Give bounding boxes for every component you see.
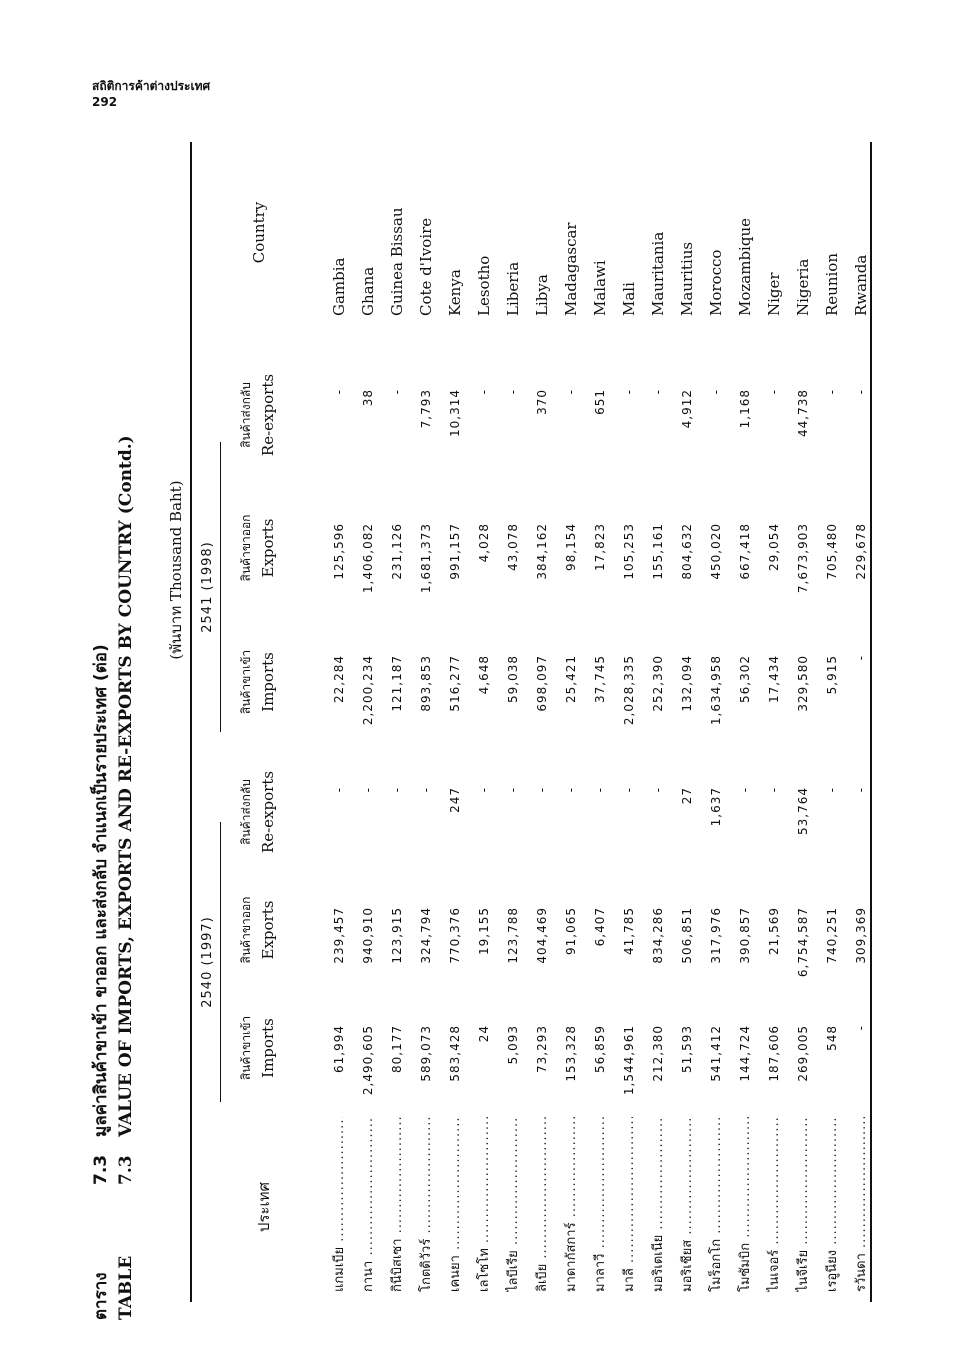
- reexports-1997: -: [506, 787, 520, 793]
- exports-1997: 390,857: [738, 907, 752, 964]
- imports-1998: 37,745: [593, 655, 607, 703]
- rotated-table: [60, 20, 920, 1320]
- exports-1998: 125,596: [332, 523, 346, 580]
- exports-1997: 123,915: [390, 907, 404, 964]
- table-row: [644, 120, 673, 1320]
- exports-1998: 229,678: [854, 523, 868, 580]
- header-country-eng: Country: [250, 201, 268, 264]
- table-row: [441, 120, 470, 1320]
- imports-1997: 73,293: [535, 1025, 549, 1073]
- country-eng: Reunion: [823, 253, 841, 316]
- exports-1998: 105,253: [622, 523, 636, 580]
- reexports-1998: 1,168: [738, 389, 752, 429]
- col-exports-thai: สินค้าขาออก: [239, 896, 253, 964]
- country-eng: Mozambique: [736, 218, 754, 316]
- country-eng: Morocco: [707, 249, 725, 316]
- exports-1997: 19,155: [477, 907, 491, 955]
- reexports-1998: -: [854, 389, 868, 395]
- country-thai: เลโซโท .....: [470, 1117, 499, 1292]
- imports-1998: 56,302: [738, 655, 752, 703]
- reexports-1997: 27: [680, 787, 694, 805]
- year-header-1998: 2541 (1998): [200, 541, 215, 633]
- imports-1997: 56,859: [593, 1025, 607, 1073]
- table-row: [760, 120, 789, 1320]
- country-thai: แกมเบีย .....: [325, 1117, 354, 1292]
- country-eng: Mali: [620, 282, 638, 316]
- exports-1998: 705,480: [825, 523, 839, 580]
- imports-1997: 5,093: [506, 1025, 520, 1065]
- col-header-imports-1998: [235, 632, 279, 732]
- exports-1997: 506,851: [680, 907, 694, 964]
- country-eng: Kenya: [446, 269, 464, 316]
- country-thai: มาดากัสการ์ .....: [557, 1117, 586, 1292]
- imports-1998: 25,421: [564, 655, 578, 703]
- exports-1997: 317,976: [709, 907, 723, 964]
- country-thai: ลิเบีย .....: [528, 1117, 557, 1292]
- table-row: [789, 120, 818, 1320]
- imports-1998: 5,915: [825, 655, 839, 695]
- exports-1997: 6,407: [593, 907, 607, 947]
- col-exports-eng: Exports: [259, 518, 277, 578]
- exports-1998: 804,632: [680, 523, 694, 580]
- imports-1997: -: [854, 1025, 868, 1031]
- exports-1998: 991,157: [448, 523, 462, 580]
- country-eng: Ghana: [359, 266, 377, 316]
- exports-1997: 123,788: [506, 907, 520, 964]
- reexports-1997: -: [564, 787, 578, 793]
- table-label-thai: ตาราง: [91, 1272, 111, 1320]
- imports-1997: 51,593: [680, 1025, 694, 1073]
- reexports-1998: -: [477, 389, 491, 395]
- exports-1998: 1,406,082: [361, 523, 375, 594]
- year-header-1997: 2540 (1997): [200, 916, 215, 1008]
- exports-1997: 309,369: [854, 907, 868, 964]
- reexports-1998: -: [564, 389, 578, 395]
- imports-1998: 252,390: [651, 655, 665, 712]
- reexports-1997: -: [593, 787, 607, 793]
- reexports-1998: 10,314: [448, 389, 462, 437]
- imports-1998: 329,580: [796, 655, 810, 712]
- exports-1998: 29,054: [767, 523, 781, 571]
- reexports-1997: -: [535, 787, 549, 793]
- exports-1998: 43,078: [506, 523, 520, 571]
- reexports-1997: -: [738, 787, 752, 793]
- table-number-thai: 7.3: [91, 1154, 111, 1185]
- col-reexports-eng: Re-exports: [259, 373, 277, 457]
- col-header-reexports-1997: [235, 762, 279, 862]
- imports-1997: 80,177: [390, 1025, 404, 1073]
- reexports-1997: 53,764: [796, 787, 810, 835]
- exports-1997: 41,785: [622, 907, 636, 955]
- exports-1997: 324,794: [419, 907, 433, 964]
- exports-1998: 667,418: [738, 523, 752, 580]
- imports-1998: 17,434: [767, 655, 781, 703]
- year-rule-1997: [220, 822, 221, 1102]
- unit-label: (พันบาท Thousand Baht): [167, 480, 185, 660]
- reexports-1998: -: [390, 389, 404, 395]
- imports-1997: 583,428: [448, 1025, 462, 1082]
- country-eng: Cote d'Ivoire: [417, 217, 435, 316]
- country-thai: โมร็อกโก .....: [702, 1117, 731, 1292]
- exports-1998: 4,028: [477, 523, 491, 563]
- imports-1997: 144,724: [738, 1025, 752, 1082]
- country-eng: Nigeria: [794, 258, 812, 316]
- col-imports-eng: Imports: [259, 652, 277, 712]
- exports-1997: 91,065: [564, 907, 578, 955]
- country-eng: Lesotho: [475, 255, 493, 316]
- imports-1997: 24: [477, 1025, 491, 1043]
- country-thai: โมซัมบิก .....: [731, 1117, 760, 1292]
- title-thai-text: มูลค่าสินค้าขาเข้า ขาออก และส่งกลับ จำแนกเป็นรายประเทศ (ต่อ): [91, 644, 111, 1137]
- imports-1998: 59,038: [506, 655, 520, 703]
- exports-1997: 21,569: [767, 907, 781, 955]
- imports-1998: 132,094: [680, 655, 694, 712]
- reexports-1998: 4,912: [680, 389, 694, 429]
- table-row: [470, 120, 499, 1320]
- table-row: [499, 120, 528, 1320]
- col-imports-thai: สินค้าขาเข้า: [239, 649, 253, 715]
- table-row: [354, 120, 383, 1320]
- reexports-1997: 247: [448, 787, 462, 813]
- country-eng: Rwanda: [852, 254, 870, 316]
- reexports-1998: 44,738: [796, 389, 810, 437]
- reexports-1998: -: [622, 389, 636, 395]
- country-thai: กินีบิสเซา .....: [383, 1117, 412, 1292]
- table-row: [847, 120, 876, 1320]
- col-header-exports-1997: [235, 880, 279, 980]
- imports-1998: 4,648: [477, 655, 491, 695]
- reexports-1997: -: [767, 787, 781, 793]
- imports-1998: -: [854, 655, 868, 661]
- exports-1998: 384,162: [535, 523, 549, 580]
- country-thai: รวันดา .....: [847, 1117, 876, 1292]
- country-thai: กานา .....: [354, 1117, 383, 1292]
- imports-1998: 893,853: [419, 655, 433, 712]
- reexports-1998: 370: [535, 389, 549, 415]
- table-row: [586, 120, 615, 1320]
- exports-1997: 834,286: [651, 907, 665, 964]
- header-country-thai: ประเทศ: [255, 1181, 273, 1233]
- col-reexports-thai: สินค้าส่งกลับ: [239, 779, 253, 845]
- reexports-1998: 38: [361, 389, 375, 407]
- exports-1998: 155,161: [651, 523, 665, 580]
- country-eng: Mauritania: [649, 231, 667, 316]
- country-eng: Madagascar: [562, 222, 580, 316]
- exports-1997: 740,251: [825, 907, 839, 964]
- table-title-eng: [116, 435, 136, 1320]
- year-rule-1998: [220, 442, 221, 732]
- table-row: [528, 120, 557, 1320]
- imports-1997: 212,380: [651, 1025, 665, 1082]
- reexports-1997: -: [651, 787, 665, 793]
- imports-1997: 61,994: [332, 1025, 346, 1073]
- table-row: [383, 120, 412, 1320]
- exports-1998: 17,823: [593, 523, 607, 571]
- table-row: [731, 120, 760, 1320]
- country-thai: โกตดิวัวร์ .....: [412, 1117, 441, 1292]
- col-imports-thai: สินค้าขาเข้า: [239, 1015, 253, 1081]
- country-thai: ไนจีเรีย .....: [789, 1117, 818, 1292]
- reexports-1998: -: [506, 389, 520, 395]
- country-eng: Mauritius: [678, 241, 696, 316]
- reexports-1997: -: [332, 787, 346, 793]
- table-row: [412, 120, 441, 1320]
- country-eng: Libya: [533, 274, 551, 316]
- imports-1998: 2,200,234: [361, 655, 375, 726]
- table-row: [557, 120, 586, 1320]
- table-label-eng: TABLE: [116, 1255, 136, 1320]
- exports-1998: 450,020: [709, 523, 723, 580]
- country-thai: มอริเชียส .....: [673, 1117, 702, 1292]
- reexports-1997: -: [361, 787, 375, 793]
- exports-1997: 770,376: [448, 907, 462, 964]
- table-row: [615, 120, 644, 1320]
- country-eng: Liberia: [504, 261, 522, 316]
- title-eng-text: VALUE OF IMPORTS, EXPORTS AND RE-EXPORTS BY COUNTRY (Contd.): [116, 435, 136, 1137]
- imports-1998: 22,284: [332, 655, 346, 703]
- page-header-title: สถิติการค้าต่างประเทศ: [92, 79, 211, 93]
- imports-1998: 698,097: [535, 655, 549, 712]
- col-header-reexports-1998: [235, 365, 279, 465]
- exports-1997: 940,910: [361, 907, 375, 964]
- imports-1997: 187,606: [767, 1025, 781, 1082]
- imports-1997: 589,073: [419, 1025, 433, 1082]
- country-thai: เรอูนียง .....: [818, 1117, 847, 1292]
- reexports-1998: -: [767, 389, 781, 395]
- country-eng: Niger: [765, 272, 783, 316]
- table-row: [702, 120, 731, 1320]
- col-exports-eng: Exports: [259, 900, 277, 960]
- exports-1998: 98,154: [564, 523, 578, 571]
- country-thai: มาลี .....: [615, 1117, 644, 1292]
- country-thai: มาลาวี .....: [586, 1117, 615, 1292]
- col-header-imports-1997: [235, 998, 279, 1098]
- reexports-1998: 651: [593, 389, 607, 415]
- table-number-eng: 7.3: [116, 1155, 136, 1185]
- reexports-1998: -: [651, 389, 665, 395]
- reexports-1997: -: [854, 787, 868, 793]
- imports-1997: 2,490,605: [361, 1025, 375, 1096]
- col-header-exports-1998: [235, 498, 279, 598]
- reexports-1998: -: [709, 389, 723, 395]
- country-thai: ไนเจอร์ .....: [760, 1117, 789, 1292]
- reexports-1997: 1,637: [709, 787, 723, 827]
- table-row: [325, 120, 354, 1320]
- imports-1997: 153,328: [564, 1025, 578, 1082]
- col-reexports-eng: Re-exports: [259, 770, 277, 854]
- table-row: [818, 120, 847, 1320]
- top-rule: [190, 142, 192, 1302]
- imports-1997: 269,005: [796, 1025, 810, 1082]
- country-thai: มอริเตเนีย .....: [644, 1117, 673, 1292]
- exports-1997: 239,457: [332, 907, 346, 964]
- imports-1998: 2,028,335: [622, 655, 636, 726]
- exports-1998: 231,126: [390, 523, 404, 580]
- country-eng: Gambia: [330, 257, 348, 316]
- exports-1998: 1,681,373: [419, 523, 433, 594]
- exports-1998: 7,673,903: [796, 523, 810, 594]
- reexports-1998: -: [332, 389, 346, 395]
- imports-1998: 121,187: [390, 655, 404, 712]
- page-number: 292: [92, 95, 118, 109]
- table-row: [673, 120, 702, 1320]
- imports-1998: 1,634,958: [709, 655, 723, 726]
- reexports-1997: -: [419, 787, 433, 793]
- col-imports-eng: Imports: [259, 1018, 277, 1078]
- country-eng: Guinea Bissau: [388, 207, 406, 316]
- exports-1997: 404,469: [535, 907, 549, 964]
- reexports-1997: -: [477, 787, 491, 793]
- country-thai: เคนยา .....: [441, 1117, 470, 1292]
- exports-1997: 6,754,587: [796, 907, 810, 978]
- imports-1997: 548: [825, 1025, 839, 1051]
- country-thai: ไลบีเรีย .....: [499, 1117, 528, 1292]
- reexports-1997: -: [622, 787, 636, 793]
- col-exports-thai: สินค้าขาออก: [239, 514, 253, 582]
- reexports-1997: -: [825, 787, 839, 793]
- country-eng: Malawi: [591, 260, 609, 316]
- table-title-thai: [87, 644, 114, 1320]
- col-reexports-thai: สินค้าส่งกลับ: [239, 382, 253, 448]
- imports-1997: 1,544,961: [622, 1025, 636, 1096]
- reexports-1998: -: [825, 389, 839, 395]
- imports-1997: 541,412: [709, 1025, 723, 1082]
- imports-1998: 516,277: [448, 655, 462, 712]
- reexports-1997: -: [390, 787, 404, 793]
- table-body: [325, 120, 876, 1320]
- reexports-1998: 7,793: [419, 389, 433, 429]
